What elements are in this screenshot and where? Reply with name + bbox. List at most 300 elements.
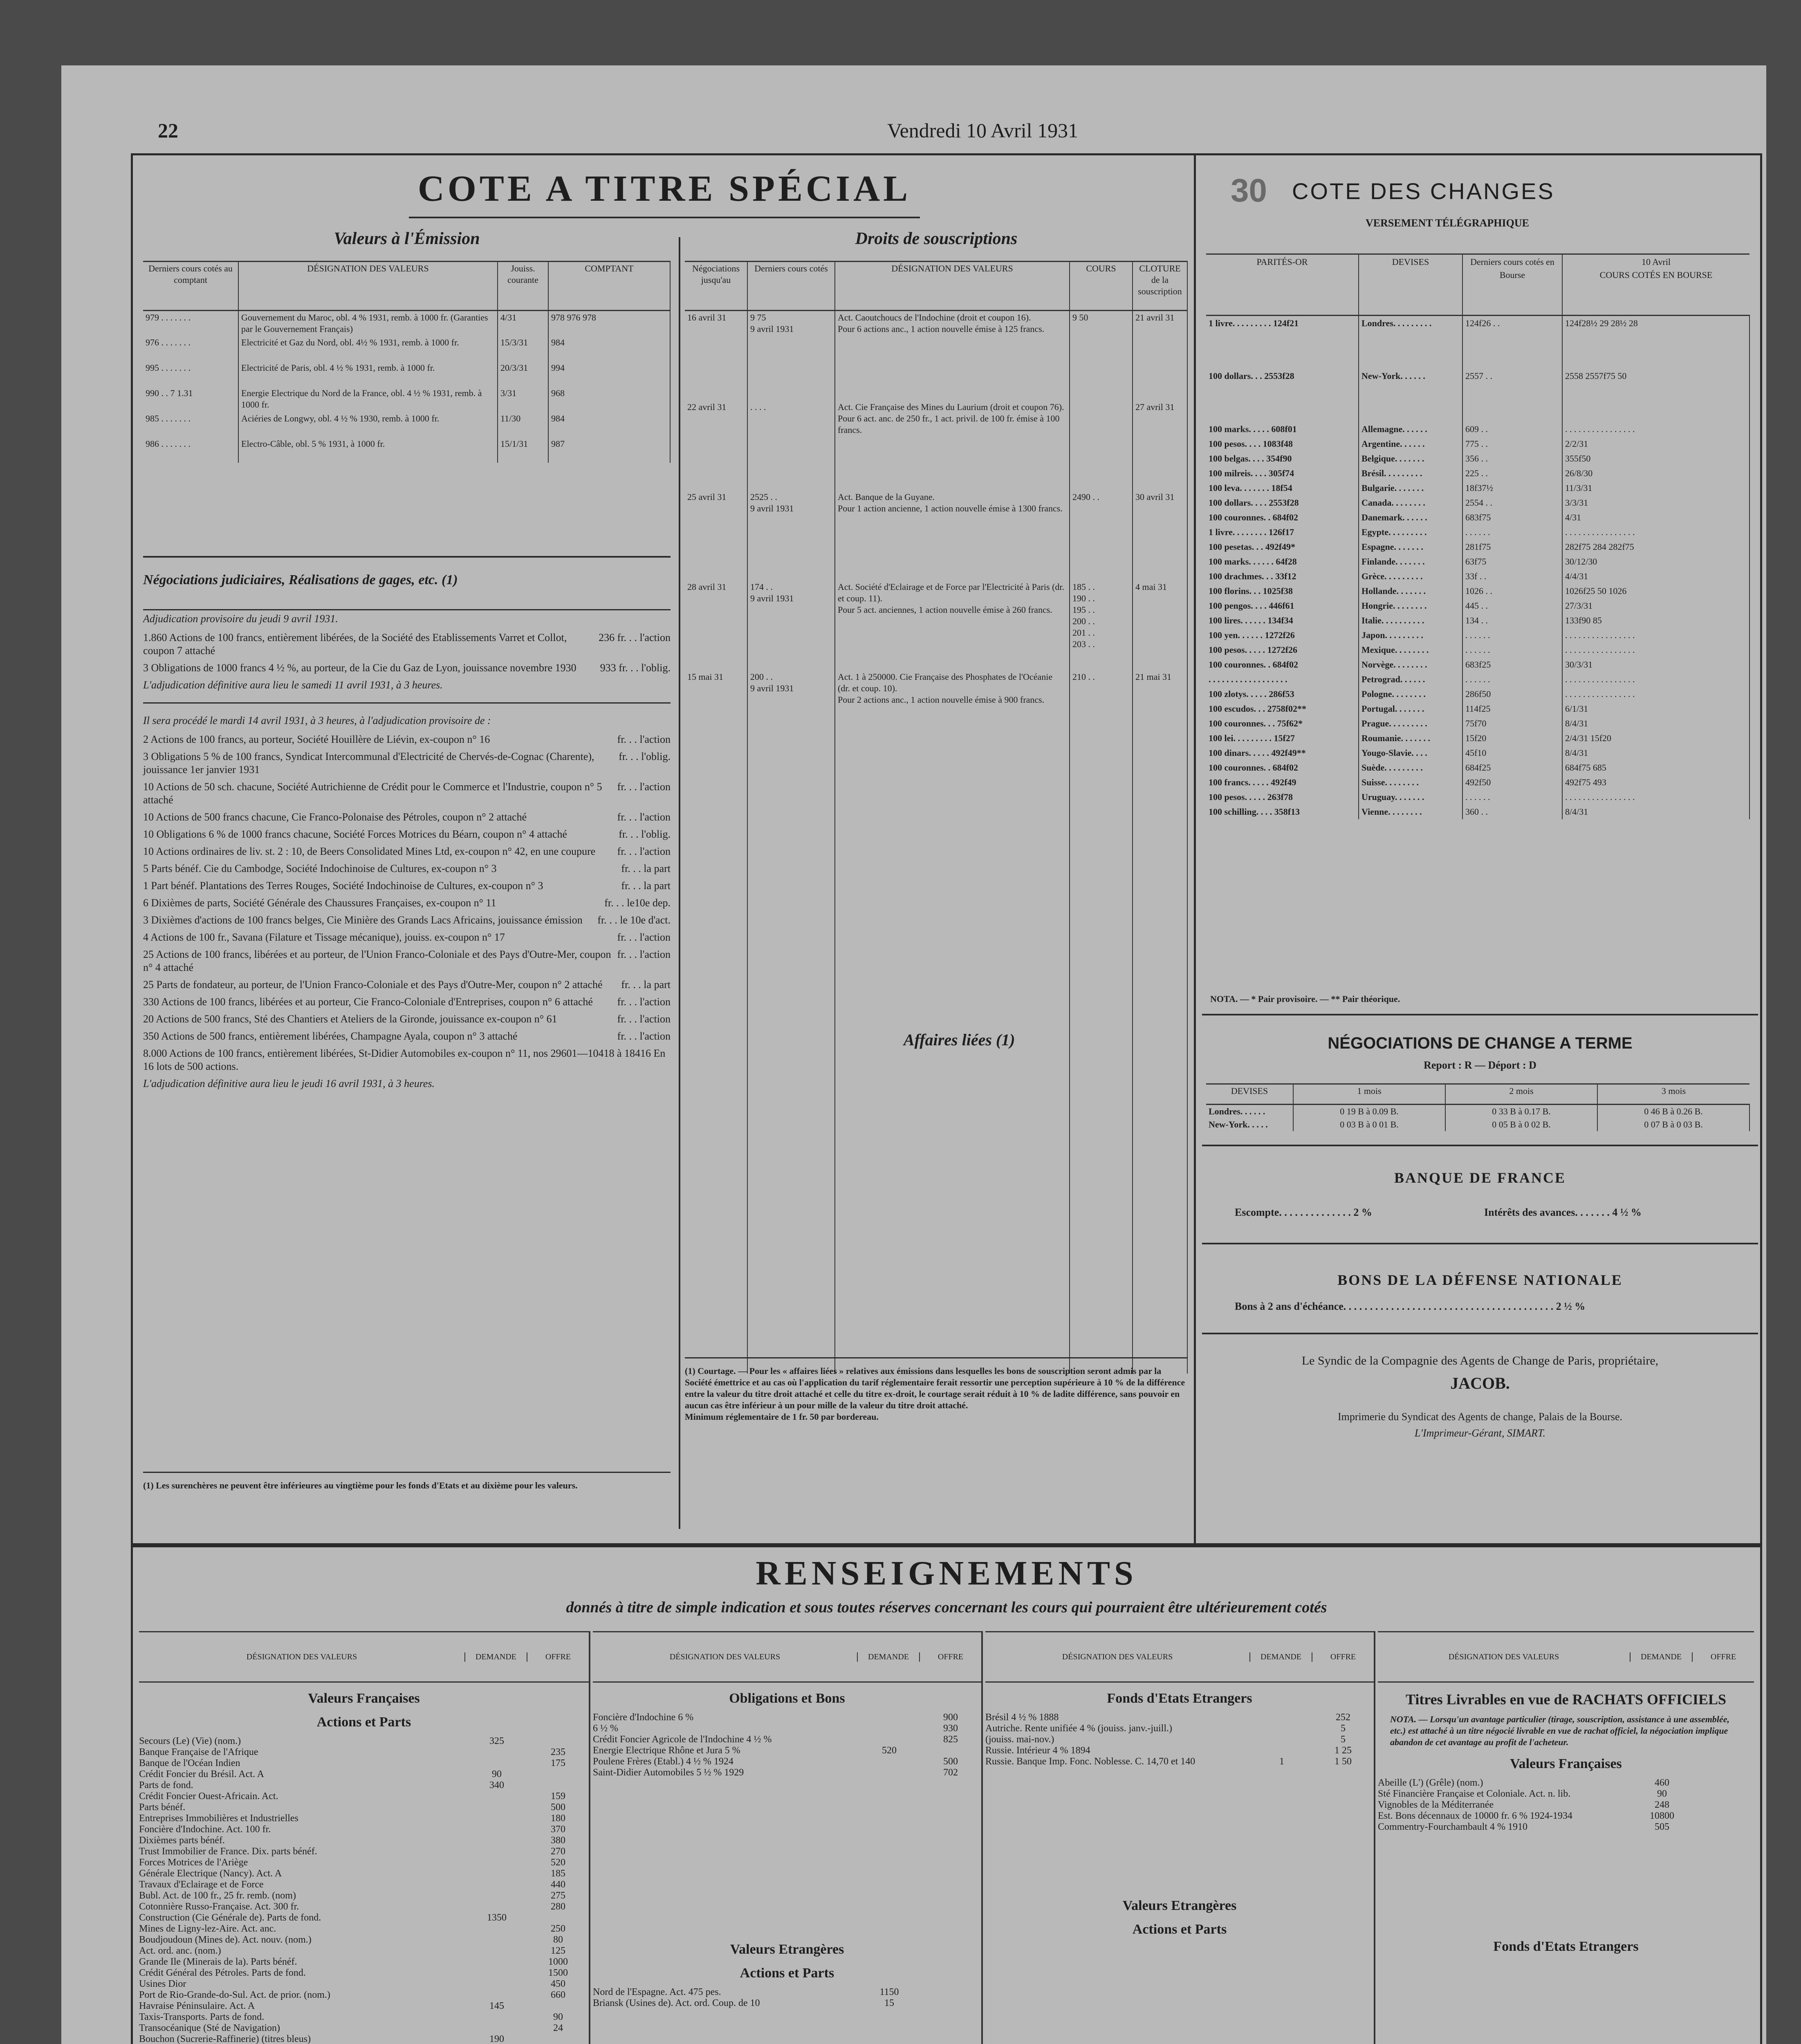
- change-parite: 100 pesos. . . . . 263f78: [1206, 790, 1359, 805]
- emission-name: Electro-Câble, obl. 5 % 1931, à 1000 fr.: [238, 437, 498, 463]
- change-row: [1206, 422, 1749, 437]
- negociations-section: [143, 572, 671, 1090]
- ren-offre: 380: [551, 1835, 565, 1846]
- droits-last: 200 . . 9 avril 1931: [747, 670, 835, 760]
- bons-title: BONS DE LA DÉFENSE NATIONALE: [1337, 1272, 1623, 1288]
- change-parite: 100 francs. . . . . 492f49: [1206, 775, 1359, 790]
- ren-name: Russie. Banque Imp. Fonc. Noblesse. C. 14,70 et 140: [985, 1756, 1195, 1767]
- negociation-item: [143, 1013, 671, 1026]
- ren-demande: [466, 1879, 527, 1890]
- negociation-item: [143, 914, 671, 927]
- ren-demande: 1150: [879, 1987, 899, 1997]
- emission-row: [143, 336, 670, 361]
- banque-avances: Intérêts des avances. . . . . . . 4 ½ %: [1484, 1206, 1642, 1218]
- newspaper-page: [61, 65, 1766, 2044]
- terme-col-3m: 3 mois: [1597, 1084, 1749, 1105]
- change-cours: 124f28½ 29 28½ 28: [1562, 316, 1749, 369]
- emission-jouiss: 15/1/31: [498, 437, 548, 463]
- negociation-text: 3 Obligations de 1000 francs 4 ½ %, au porteur, de la Cie du Gaz de Lyon, jouissance novembre 1930: [143, 662, 576, 674]
- ren-name: Entreprises Immobilières et Industrielles: [139, 1813, 298, 1824]
- negociations-footnote: (1) Les surenchères ne peuvent être inférieures au vingtième pour les fonds d'Etats et au dixième pour les valeurs.: [143, 1480, 578, 1490]
- change-cours: 8/4/31: [1562, 716, 1749, 731]
- change-parite: 100 dinars. . . . . 492f49**: [1206, 746, 1359, 760]
- ren-col2-hdr-name: DÉSIGNATION DES VALEURS: [669, 1652, 781, 1661]
- emission-row: [143, 361, 670, 387]
- ren-name: Autriche. Rente unifiée 4 % (jouiss. janv.-juill.): [985, 1723, 1172, 1734]
- negociation-price: fr. . . la part: [621, 880, 671, 892]
- change-devise: Petrograd. . . . . .: [1359, 672, 1462, 687]
- ren-name: Générale Electrique (Nancy). Act. A: [139, 1868, 282, 1879]
- negociation-text: 6 Dixièmes de parts, Société Générale des Chaussures Françaises, ex-coupon n° 11: [143, 897, 496, 909]
- ren-name: Sté Financière Française et Coloniale. Act. n. lib.: [1378, 1788, 1571, 1799]
- ren-name: Mines de Ligny-lez-Aire. Act. anc.: [139, 1923, 276, 1934]
- ren-demande: [466, 2023, 527, 2034]
- droits-cloture: 27 avril 31: [1133, 401, 1187, 491]
- ren-col-2: [593, 1631, 983, 2044]
- change-last: . . . . . .: [1462, 628, 1562, 643]
- ren-row: [139, 1835, 589, 1846]
- emission-last: 995 . . . . . . .: [143, 361, 238, 387]
- col-divider-1: [679, 237, 680, 1529]
- change-cours: 4/4/31: [1562, 569, 1749, 584]
- change-row: [1206, 628, 1749, 643]
- change-last: 15f20: [1462, 731, 1562, 746]
- ren-col2-hdr-demande: DEMANDE: [857, 1652, 919, 1662]
- droits-date: 25 avril 31: [685, 491, 747, 580]
- change-row: [1206, 790, 1749, 805]
- negociation-price: fr. . . l'oblig.: [619, 828, 671, 840]
- ren-row: [139, 1769, 589, 1780]
- change-devise: New-York. . . . . .: [1359, 369, 1462, 422]
- ren-row: [985, 1712, 1374, 1723]
- negociation-text: 1.860 Actions de 100 francs, entièrement libérées, de la Société des Etablissements Varret et Collot, coupon 7 attaché: [143, 632, 567, 657]
- negociation-text: 8.000 Actions de 100 francs, entièrement libérées, St-Didier Automobiles ex-coupon n° 11, nos 29601—10418 à 18416 En 16 lots de 500 actions.: [143, 1047, 666, 1072]
- change-devise: Roumanie. . . . . . .: [1359, 731, 1462, 746]
- ren-offre: [1693, 1822, 1754, 1833]
- empty-cell: [1133, 760, 1187, 1374]
- title-underline: [409, 217, 920, 218]
- ren-col1-header: [139, 1631, 589, 1683]
- ren-demande: [466, 1957, 527, 1968]
- change-devise: Uruguay. . . . . . .: [1359, 790, 1462, 805]
- change-cours: 282f75 284 282f75: [1562, 540, 1749, 554]
- ren-name: Havraise Péninsulaire. Act. A: [139, 2001, 255, 2011]
- ren-demande: 145: [489, 2001, 504, 2011]
- change-devise: Espagne. . . . . . .: [1359, 540, 1462, 554]
- terme-col-2m: 2 mois: [1445, 1084, 1597, 1105]
- ren-row: [139, 1868, 589, 1879]
- ren-col2-hdr-offre: OFFRE: [919, 1652, 981, 1662]
- change-last: 2554 . .: [1462, 495, 1562, 510]
- changes-col-date: 10 Avril: [1641, 257, 1671, 267]
- changes-rule-2: [1202, 1145, 1758, 1146]
- change-last: 1026 . .: [1462, 584, 1562, 598]
- negociation-price: fr. . . la part: [621, 979, 671, 991]
- negociation-text: 2 Actions de 100 francs, au porteur, Société Houillère de Liévin, ex-coupon n° 16: [143, 733, 490, 745]
- ren-row: [593, 1745, 981, 1756]
- droits-footnote-rule: [685, 1357, 1188, 1358]
- ren-col-3: [985, 1631, 1375, 2044]
- footnote-rule: [143, 1472, 671, 1473]
- ren-name: Bouchon (Sucrerie-Raffinerie) (titres bleus): [139, 2034, 311, 2044]
- change-parite: 1 livre. . . . . . . . 126f17: [1206, 525, 1359, 540]
- emission-last: 979 . . . . . . .: [143, 311, 238, 336]
- ren-offre: 520: [551, 1857, 565, 1868]
- change-cours: 2/2/31: [1562, 437, 1749, 451]
- jacob-signature: JACOB.: [1450, 1374, 1510, 1392]
- ren-row: [985, 1745, 1374, 1756]
- change-parite: 100 milreis. . . . 305f74: [1206, 466, 1359, 481]
- droits-last: 9 75 9 avril 1931: [747, 311, 835, 401]
- negociation-text: 1 Part bénéf. Plantations des Terres Rouges, Société Indochinoise de Cultures, ex-coupon n° 3: [143, 880, 543, 892]
- ren-demande: 505: [1655, 1822, 1669, 1832]
- terme-2m: 0 33 B à 0.17 B.: [1445, 1105, 1597, 1118]
- ren-col1-heading1: Valeurs Françaises: [308, 1691, 420, 1706]
- droits-date: 28 avril 31: [685, 580, 747, 670]
- changes-col-cours: [1562, 254, 1749, 316]
- change-last: 286f50: [1462, 687, 1562, 702]
- ren-name: Crédit Foncier Ouest-Africain. Act.: [139, 1791, 278, 1802]
- adj1-definitive: L'adjudication définitive aura lieu le samedi 11 avril 1931, à 3 heures.: [143, 679, 443, 691]
- droits-date: 16 avril 31: [685, 311, 747, 401]
- change-parite: 100 leva. . . . . . . 18f54: [1206, 481, 1359, 495]
- ren-col2-header: [593, 1631, 981, 1683]
- ren-demande: 10800: [1650, 1811, 1674, 1821]
- droits-name: Act. Cie Française des Mines du Laurium (droit et coupon 76). Pour 6 act. anc. de 250 fr., 1 act. privil. de 100 fr. émise à 100 francs.: [835, 401, 1070, 491]
- ren-offre: [527, 1736, 589, 1747]
- emission-last: 985 . . . . . . .: [143, 412, 238, 437]
- ren-offre: 900: [943, 1712, 958, 1723]
- change-devise: Prague. . . . . . . . .: [1359, 716, 1462, 731]
- emission-jouiss: 4/31: [498, 311, 548, 336]
- ren-offre: 660: [551, 1990, 565, 2000]
- change-parite: 100 drachmes. . . 33f12: [1206, 569, 1359, 584]
- terme-devise: New-York. . . . .: [1206, 1118, 1293, 1131]
- ren-offre: 185: [551, 1868, 565, 1879]
- changes-col-parites: PARITÉS-OR: [1206, 254, 1359, 316]
- ren-offre: 235: [551, 1747, 565, 1757]
- ren-row: [139, 1990, 589, 2001]
- change-last: . . . . . .: [1462, 672, 1562, 687]
- ren-col-4: [1378, 1631, 1754, 2044]
- ren-offre: 125: [551, 1945, 565, 1956]
- ren-name: Abeille (L') (Grêle) (nom.): [1378, 1777, 1483, 1788]
- change-last: 609 . .: [1462, 422, 1562, 437]
- ren-demande: [466, 1901, 527, 1912]
- ren-demande: [859, 1767, 920, 1778]
- ren-row: [1378, 1800, 1754, 1811]
- ren-row: [593, 1756, 981, 1767]
- change-parite: . . . . . . . . . . . . . . . . . .: [1206, 672, 1359, 687]
- change-devise: Egypte. . . . . . . . .: [1359, 525, 1462, 540]
- negociation-text: 25 Actions de 100 francs, libérées et au porteur, de l'Union Franco-Coloniale et des Pays d'Outre-Mer, coupon n° 4 attaché: [143, 948, 611, 973]
- droits-cours: 210 . .: [1070, 670, 1133, 760]
- change-row: [1206, 760, 1749, 775]
- ren-demande: 1: [1279, 1756, 1284, 1767]
- ren-offre: 825: [943, 1734, 958, 1745]
- ren-row: [139, 1802, 589, 1813]
- droits-cours: 2490 . .: [1070, 491, 1133, 580]
- change-last: 360 . .: [1462, 805, 1562, 819]
- negociation-item: [143, 862, 671, 875]
- negociation-text: 20 Actions de 500 francs, Sté des Chantiers et Ateliers de la Gironde, jouissance ex-coupon n° 61: [143, 1013, 557, 1025]
- negociation-text: 4 Actions de 100 fr., Savana (Filature et Tissage mécanique), jouiss. ex-coupon n° 17: [143, 931, 505, 943]
- ren-name: Brésil 4 ½ % 1888: [985, 1712, 1059, 1723]
- ren-offre: 5: [1341, 1723, 1346, 1734]
- change-parite: 100 pesetas. . . 492f49*: [1206, 540, 1359, 554]
- change-cours: 492f75 493: [1562, 775, 1749, 790]
- ren-row: [1378, 1811, 1754, 1822]
- titre-special-title: COTE A TITRE SPÉCIAL: [417, 168, 911, 209]
- negociation-item: [143, 879, 671, 892]
- change-cours: . . . . . . . . . . . . . . . .: [1562, 628, 1749, 643]
- emission-comptant: 968: [548, 387, 670, 412]
- emission-title: Valeurs à l'Émission: [334, 229, 480, 248]
- ren-col1-hdr-demande: DEMANDE: [464, 1652, 527, 1662]
- ren-row: [139, 1846, 589, 1857]
- ren-name: Foncière d'Indochine. Act. 100 fr.: [139, 1824, 271, 1835]
- negociation-price: fr. . . la part: [621, 863, 671, 874]
- ren-demande: [1251, 1723, 1312, 1734]
- change-parite: 100 zlotys. . . . . 286f53: [1206, 687, 1359, 702]
- empty-cell: [835, 760, 1070, 1374]
- ren-offre: [527, 2001, 589, 2012]
- change-parite: 100 pesos. . . . 1083f48: [1206, 437, 1359, 451]
- droits-date: 22 avril 31: [685, 401, 747, 491]
- change-parite: 100 couronnes. . 684f02: [1206, 510, 1359, 525]
- ren-row: [593, 1723, 981, 1734]
- stamp-number: 30: [1231, 172, 1267, 208]
- droits-cloture: 4 mai 31: [1133, 580, 1187, 670]
- droits-row: [685, 670, 1187, 760]
- ren-row: [593, 1987, 981, 1998]
- ren-col4-heading2: Valeurs Françaises: [1510, 1756, 1622, 1771]
- terme-devise: Londres. . . . . .: [1206, 1105, 1293, 1118]
- ren-name: Crédit Foncier Agricole de l'Indochine 4 ½ %: [593, 1734, 772, 1745]
- negociation-item: [143, 733, 671, 746]
- change-last: 114f25: [1462, 702, 1562, 716]
- change-devise: Allemagne. . . . . .: [1359, 422, 1462, 437]
- ren-row: [139, 1923, 589, 1934]
- negociation-price: fr. . . le10e dep.: [604, 897, 671, 909]
- droits-col-date: Négociations jusqu'au: [685, 262, 747, 311]
- change-cours: . . . . . . . . . . . . . . . .: [1562, 672, 1749, 687]
- ren-col4-heading3: Fonds d'Etats Etrangers: [1493, 1939, 1639, 1954]
- ren-name: Russie. Intérieur 4 % 1894: [985, 1745, 1090, 1756]
- change-devise: Argentine. . . . . .: [1359, 437, 1462, 451]
- change-devise: Grèce. . . . . . . . .: [1359, 569, 1462, 584]
- ren-demande: [859, 1756, 920, 1767]
- ren-demande: [466, 1968, 527, 1979]
- emission-col-name: DÉSIGNATION DES VALEURS: [238, 262, 498, 311]
- negociations-title: Négociations judiciaires, Réalisations de gages, etc. (1): [143, 572, 458, 587]
- change-cours: 30/12/30: [1562, 554, 1749, 569]
- change-row: [1206, 369, 1749, 422]
- terme-3m: 0 46 B à 0.26 B.: [1597, 1105, 1749, 1118]
- ren-offre: [920, 1745, 981, 1756]
- ren-row: [139, 1736, 589, 1747]
- ren-row: [985, 1723, 1374, 1734]
- changes-rule-4: [1202, 1333, 1758, 1334]
- emission-name: Aciéries de Longwy, obl. 4 ½ % 1930, remb. à 1000 fr.: [238, 412, 498, 437]
- emission-col-last: Derniers cours cotés au comptant: [143, 262, 238, 311]
- ren-name: Energie Electrique Rhône et Jura 5 %: [593, 1745, 740, 1756]
- negociation-text: 330 Actions de 100 francs, libérées et au porteur, Cie Franco-Coloniale d'Entreprises, coupon n° 6 attaché: [143, 996, 593, 1008]
- ren-name: Est. Bons décennaux de 10000 fr. 6 % 1924-1934: [1378, 1811, 1572, 1821]
- ren-offre: 440: [551, 1879, 565, 1890]
- ren-col2-heading3: Actions et Parts: [740, 1966, 834, 1981]
- change-last: . . . . . .: [1462, 643, 1562, 657]
- empty-cell: [685, 760, 747, 1374]
- ren-name: Act. ord. anc. (nom.): [139, 1945, 221, 1956]
- change-row: [1206, 510, 1749, 525]
- change-devise: Hollande. . . . . . .: [1359, 584, 1462, 598]
- ren-name: Taxis-Transports. Parts de fond.: [139, 2012, 265, 2022]
- ren-demande: [466, 1747, 527, 1758]
- ren-name: Construction (Cie Générale de). Parts de fond.: [139, 1912, 321, 1923]
- negociation-item: [143, 1047, 671, 1073]
- droits-title: Droits de souscriptions: [855, 229, 1018, 248]
- negociation-item: [143, 995, 671, 1009]
- change-cours: 6/1/31: [1562, 702, 1749, 716]
- change-cours: 30/3/31: [1562, 657, 1749, 672]
- terme-1m: 0 03 B à 0 01 B.: [1293, 1118, 1445, 1131]
- change-last: 445 . .: [1462, 598, 1562, 613]
- terme-row: [1206, 1105, 1749, 1118]
- change-row: [1206, 569, 1749, 584]
- ren-row: [593, 1998, 981, 2009]
- droits-last: . . . .: [747, 401, 835, 491]
- change-cours: 8/4/31: [1562, 805, 1749, 819]
- change-last: 134 . .: [1462, 613, 1562, 628]
- negociation-item: [143, 811, 671, 824]
- change-last: 18f37½: [1462, 481, 1562, 495]
- ren-row: [139, 1780, 589, 1791]
- ren-row: [139, 1957, 589, 1968]
- ren-col3-header: [985, 1631, 1374, 1683]
- ren-row: [139, 2023, 589, 2034]
- ren-name: Travaux d'Eclairage et de Force: [139, 1879, 264, 1890]
- change-row: [1206, 584, 1749, 598]
- change-row: [1206, 466, 1749, 481]
- droits-table: [685, 261, 1188, 1374]
- change-cours: . . . . . . . . . . . . . . . .: [1562, 687, 1749, 702]
- changes-col-cours-label: COURS COTÉS EN BOURSE: [1599, 270, 1713, 280]
- negociation-item: [143, 896, 671, 910]
- emission-comptant: 987: [548, 437, 670, 463]
- ren-demande: [466, 1945, 527, 1957]
- change-row: [1206, 687, 1749, 702]
- emission-name: Electricité et Gaz du Nord, obl. 4½ % 1931, remb. à 1000 fr.: [238, 336, 498, 361]
- change-last: 684f25: [1462, 760, 1562, 775]
- ren-demande: 190: [489, 2034, 504, 2044]
- emission-table: [143, 261, 671, 463]
- renseignements-subtitle: donnés à titre de simple indication et sous toutes réserves concernant les cours qui pourraient être ultérieurement cotés: [566, 1599, 1327, 1616]
- change-parite: 100 lires. . . . . . 134f34: [1206, 613, 1359, 628]
- emission-comptant: 994: [548, 361, 670, 387]
- ren-offre: 702: [943, 1767, 958, 1778]
- change-last: 356 . .: [1462, 451, 1562, 466]
- adj2-definitive: L'adjudication définitive aura lieu le jeudi 16 avril 1931, à 3 heures.: [143, 1078, 435, 1089]
- change-parite: 100 couronnes. . 684f02: [1206, 760, 1359, 775]
- change-row: [1206, 598, 1749, 613]
- ren-demande: [466, 1934, 527, 1945]
- change-parite: 100 florins. . . 1025f38: [1206, 584, 1359, 598]
- negociation-price: fr. . . l'action: [617, 948, 671, 960]
- terme-col-1m: 1 mois: [1293, 1084, 1445, 1105]
- negociation-price: 236 fr. . . l'action: [599, 632, 671, 643]
- ren-offre: 1500: [548, 1968, 568, 1978]
- ren-demande: 460: [1655, 1777, 1669, 1788]
- emission-last: 986 . . . . . . .: [143, 437, 238, 463]
- emission-jouiss: 3/31: [498, 387, 548, 412]
- negociation-price: fr. . . l'action: [617, 845, 671, 857]
- ren-row: [593, 1767, 981, 1778]
- negociation-text: 5 Parts bénéf. Cie du Cambodge, Société Indochinoise de Cultures, ex-coupon n° 3: [143, 863, 497, 874]
- droits-section: [685, 229, 1188, 1374]
- ren-col4-heading1: Titres Livrables en vue de RACHATS OFFICIELS: [1405, 1691, 1727, 1708]
- ren-row: [139, 1791, 589, 1802]
- syndic-line: Le Syndic de la Compagnie des Agents de Change de Paris, propriétaire,: [1301, 1354, 1659, 1367]
- change-last: 33f . .: [1462, 569, 1562, 584]
- ren-offre: [1693, 1811, 1754, 1822]
- terme-title: NÉGOCIATIONS DE CHANGE A TERME: [1328, 1034, 1633, 1052]
- droits-last: 174 . . 9 avril 1931: [747, 580, 835, 670]
- droits-date: 15 mai 31: [685, 670, 747, 760]
- ren-name: 6 ½ %: [593, 1723, 618, 1734]
- ren-col1-heading2: Actions et Parts: [316, 1715, 411, 1730]
- negociation-item: [143, 631, 671, 657]
- change-parite: 100 dollars. . . 2553f28: [1206, 369, 1359, 422]
- change-row: [1206, 746, 1749, 760]
- change-row: [1206, 672, 1749, 687]
- ren-row: [139, 1968, 589, 1979]
- ren-demande: [1251, 1745, 1312, 1756]
- change-cours: . . . . . . . . . . . . . . . .: [1562, 790, 1749, 805]
- ren-name: Port de Rio-Grande-do-Sul. Act. de prior. (nom.): [139, 1990, 330, 2000]
- negociation-text: 10 Actions de 50 sch. chacune, Société Autrichienne de Crédit pour le Commerce et l'Industrie, coupon n° 5 attaché: [143, 781, 602, 806]
- change-cours: 684f75 685: [1562, 760, 1749, 775]
- ren-row: [139, 2034, 589, 2044]
- change-cours: 355f50: [1562, 451, 1749, 466]
- terme-2m: 0 05 B à 0 02 B.: [1445, 1118, 1597, 1131]
- droits-cours: [1070, 401, 1133, 491]
- negociation-item: [143, 780, 671, 807]
- change-devise: Danemark. . . . . .: [1359, 510, 1462, 525]
- change-cours: 27/3/31: [1562, 598, 1749, 613]
- adj2-heading: Il sera procédé le mardi 14 avril 1931, à 3 heures, à l'adjudication provisoire de :: [143, 715, 491, 726]
- emission-row: [143, 437, 670, 463]
- change-row: [1206, 613, 1749, 628]
- ren-row: [593, 1712, 981, 1723]
- ren-name: Forces Motrices de l'Ariège: [139, 1857, 248, 1868]
- ren-offre: 90: [553, 2012, 563, 2022]
- negociation-price: fr. . . l'action: [617, 733, 671, 745]
- ren-offre: 270: [551, 1846, 565, 1857]
- negociations-rule-2: [143, 702, 671, 704]
- ren-col2-heading2: Valeurs Etrangères: [730, 1942, 844, 1957]
- negociation-item: [143, 978, 671, 991]
- change-parite: 100 marks. . . . . . 64f28: [1206, 554, 1359, 569]
- ren-name: Nord de l'Espagne. Act. 475 pes.: [593, 1987, 721, 1997]
- negociation-item: [143, 931, 671, 944]
- emission-col-jouiss: Jouiss. courante: [498, 262, 548, 311]
- ren-name: Banque de l'Océan Indien: [139, 1758, 240, 1768]
- terme-3m: 0 07 B à 0 03 B.: [1597, 1118, 1749, 1131]
- changes-subtitle: VERSEMENT TÉLÉGRAPHIQUE: [1366, 217, 1529, 229]
- empty-cell: [747, 760, 835, 1374]
- imprimerie-line: Imprimerie du Syndicat des Agents de change, Palais de la Bourse.: [1337, 1411, 1623, 1423]
